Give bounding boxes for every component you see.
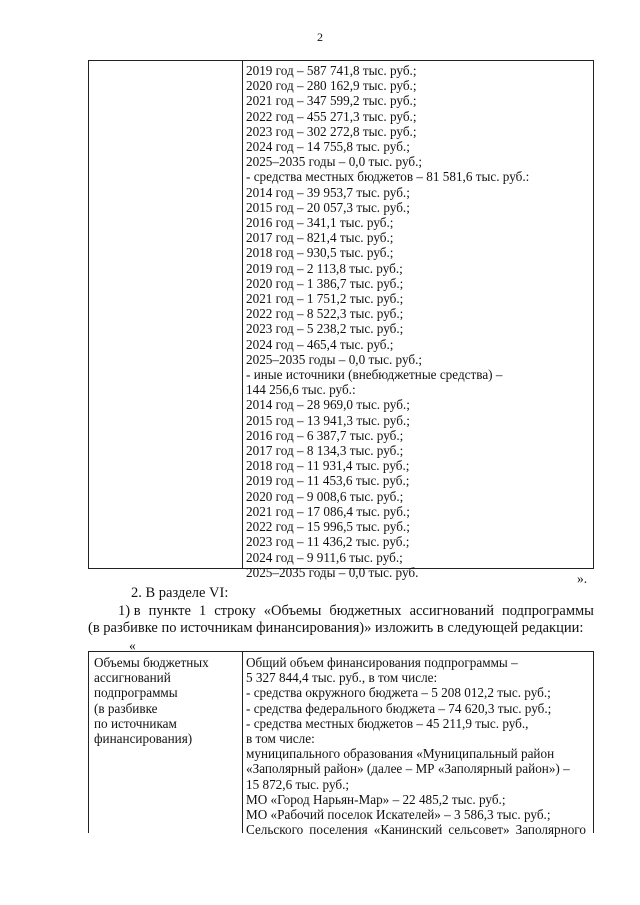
funding-line: 2024 год – 465,4 тыс. руб.;	[246, 336, 394, 352]
funding-line: 2018 год – 11 931,4 тыс. руб.;	[246, 458, 410, 474]
paragraph-word: подпрограммы	[501, 603, 594, 619]
funding-line: 144 256,6 тыс. руб.:	[246, 382, 356, 398]
funding-line: - средства местных бюджетов – 81 581,6 тыс. руб.:	[246, 169, 530, 185]
row-header-line: ассигнований	[94, 670, 171, 686]
funding-line: 2019 год – 11 453,6 тыс. руб.;	[246, 473, 410, 489]
funding-word: поселения	[309, 822, 368, 838]
funding-lines	[246, 63, 529, 580]
amendment-paragraph	[88, 603, 594, 637]
paragraph-word: «Объемы	[263, 603, 322, 619]
funding-word: Сельского	[246, 822, 304, 838]
funding-word: Заполярного	[515, 822, 586, 838]
paragraph-word: строку	[214, 603, 256, 619]
funding-line: муниципального образования «Муниципальный район	[246, 746, 555, 762]
funding-line: 2017 год – 821,4 тыс. руб.;	[246, 230, 394, 246]
funding-details-cell	[246, 655, 586, 837]
funding-line: 2023 год – 5 238,2 тыс. руб.;	[246, 321, 404, 337]
funding-line: 2020 год – 280 162,9 тыс. руб.;	[246, 78, 417, 94]
funding-line: 2020 год – 9 008,6 тыс. руб.;	[246, 488, 404, 504]
funding-line: 2019 год – 587 741,8 тыс. руб.;	[246, 63, 417, 78]
section-heading: 2. В разделе VI:	[131, 585, 229, 601]
funding-line: 2024 год – 9 911,6 тыс. руб.;	[246, 549, 403, 565]
funding-line: 2016 год – 341,1 тыс. руб.;	[246, 215, 394, 231]
paragraph-word: бюджетных	[329, 603, 402, 619]
paragraph-word: ассигнований	[409, 603, 494, 619]
funding-line: 2016 год – 6 387,7 тыс. руб.;	[246, 427, 404, 443]
paragraph-line-2: (в разбивке по источникам финансирования)» изложить в следующей редакции:	[88, 620, 584, 636]
funding-line: 2015 год – 20 057,3 тыс. руб.;	[246, 199, 410, 215]
closing-quote: ».	[577, 571, 588, 586]
paragraph-word: 1) в	[118, 603, 141, 619]
funding-line: 2021 год – 1 751,2 тыс. руб.;	[246, 291, 404, 307]
row-header-line: по источникам	[94, 715, 177, 731]
row-header-line: (в разбивке	[94, 700, 158, 716]
funding-line: 2025–2035 годы – 0,0 тыс. руб.;	[246, 351, 423, 367]
funding-line: 2014 год – 28 969,0 тыс. руб.;	[246, 397, 410, 413]
funding-line: 2019 год – 2 113,8 тыс. руб.;	[246, 260, 403, 276]
funding-line: МО «Рабочий поселок Искателей» – 3 586,3 тыс. руб.;	[246, 807, 551, 823]
page-number: 2	[317, 30, 323, 44]
funding-line: 2014 год – 39 953,7 тыс. руб.;	[246, 184, 410, 200]
funding-line: 15 872,6 тыс. руб.;	[246, 776, 350, 792]
funding-line: 2023 год – 302 272,8 тыс. руб.;	[246, 123, 417, 139]
funding-line-last	[246, 822, 586, 837]
funding-line: в том числе:	[246, 731, 315, 747]
funding-line: 2017 год – 8 134,3 тыс. руб.;	[246, 443, 404, 459]
funding-line: 2022 год – 15 996,5 тыс. руб.;	[246, 519, 410, 535]
funding-word: сельсовет»	[448, 822, 510, 838]
funding-line: 2018 год – 930,5 тыс. руб.;	[246, 245, 394, 261]
row-header-line: подпрограммы	[94, 685, 178, 701]
paragraph-line-1	[88, 603, 594, 620]
funding-line: 2025–2035 годы – 0,0 тыс. руб.;	[246, 154, 423, 170]
column-divider	[242, 61, 243, 568]
funding-line: 2023 год – 11 436,2 тыс. руб.;	[246, 534, 410, 550]
funding-line: «Заполярный район» (далее – МР «Заполярный район») –	[246, 761, 570, 777]
paragraph-word: пункте	[148, 603, 191, 619]
funding-line: - иные источники (внебюджетные средства) –	[246, 367, 503, 383]
funding-line: 2015 год – 13 941,3 тыс. руб.;	[246, 412, 410, 428]
funding-line: МО «Город Нарьян-Мар» – 22 485,2 тыс. руб.;	[246, 791, 506, 807]
row-header-cell	[94, 655, 209, 746]
column-divider	[242, 652, 243, 833]
row-header-line: Объемы бюджетных	[94, 655, 209, 670]
funding-line: 2025–2035 годы – 0,0 тыс. руб.	[246, 564, 419, 580]
funding-line: 5 327 844,4 тыс. руб., в том числе:	[246, 670, 438, 686]
row-header-line: финансирования)	[94, 731, 193, 747]
funding-line: 2021 год – 17 086,4 тыс. руб.;	[246, 503, 410, 519]
funding-line: 2021 год – 347 599,2 тыс. руб.;	[246, 93, 417, 109]
funding-table-new	[88, 651, 594, 838]
funding-line: 2020 год – 1 386,7 тыс. руб.;	[246, 275, 404, 291]
opening-quote: «	[129, 638, 136, 653]
funding-line: 2022 год – 8 522,3 тыс. руб.;	[246, 306, 404, 322]
paragraph-word: 1	[198, 603, 207, 619]
funding-line: - средства окружного бюджета – 5 208 012,2 тыс. руб.;	[246, 685, 551, 701]
funding-word: «Канинский	[373, 822, 443, 838]
funding-line: - средства федерального бюджета – 74 620,3 тыс. руб.;	[246, 700, 552, 716]
funding-table-continued	[88, 60, 594, 580]
funding-line: 2024 год – 14 755,8 тыс. руб.;	[246, 139, 410, 155]
funding-line: - средства местных бюджетов – 45 211,9 тыс. руб.,	[246, 715, 529, 731]
funding-line: Общий объем финансирования подпрограммы –	[246, 655, 518, 670]
funding-line: 2022 год – 455 271,3 тыс. руб.;	[246, 108, 417, 124]
